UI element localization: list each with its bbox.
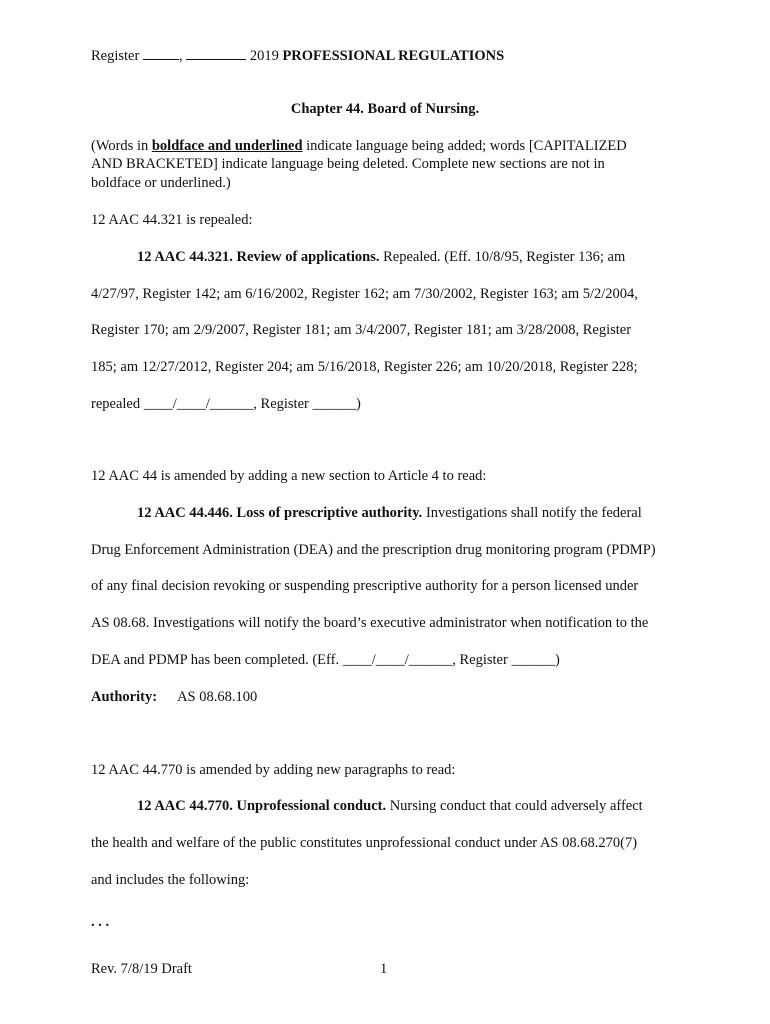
section3-line1-rest: Nursing conduct that could adversely affect bbox=[386, 798, 643, 814]
section2-heading: 12 AAC 44.446. Loss of prescriptive authority. bbox=[137, 505, 423, 521]
register-label: Register bbox=[91, 48, 140, 64]
register-date-blank bbox=[186, 47, 246, 60]
section2-line-4: AS 08.68. Investigations will notify the board’s executive administrator when notification to the bbox=[91, 615, 649, 631]
legend-open: (Words in bbox=[91, 138, 152, 154]
header-comma: , bbox=[178, 48, 183, 64]
section1-line-1 bbox=[137, 248, 625, 266]
authority-line bbox=[91, 688, 257, 706]
section1-line1-rest: Repealed. (Eff. 10/8/95, Register 136; am bbox=[379, 249, 626, 265]
footer-revision: Rev. 7/8/19 Draft bbox=[91, 961, 192, 977]
footer-page-number: 1 bbox=[380, 961, 388, 977]
section1-line-4: 185; am 12/27/2012, Register 204; am 5/16/2018, Register 226; am 10/20/2018, Register 228; bbox=[91, 359, 638, 375]
legend-line-2: AND BRACKETED] indicate language being deleted. Complete new sections are not in bbox=[91, 156, 605, 172]
section2-intro: 12 AAC 44 is amended by adding a new section to Article 4 to read: bbox=[91, 468, 487, 484]
legend-bold-underlined: boldface and underlined bbox=[151, 138, 303, 154]
section2-line-2: Drug Enforcement Administration (DEA) and the prescription drug monitoring program (PDMP) bbox=[91, 542, 656, 558]
section2-line-3: of any final decision revoking or suspending prescriptive authority for a person licensed under bbox=[91, 578, 639, 594]
header-year: 2019 bbox=[249, 48, 279, 64]
legend-line-1 bbox=[91, 137, 627, 155]
section2-line-1 bbox=[137, 504, 642, 522]
section3-heading: 12 AAC 44.770. Unprofessional conduct. bbox=[137, 798, 387, 814]
section3-line-1 bbox=[137, 797, 643, 815]
section1-intro: 12 AAC 44.321 is repealed: bbox=[91, 212, 253, 228]
section3-line-2: the health and welfare of the public constitutes unprofessional conduct under AS 08.68.270(7) bbox=[91, 835, 638, 851]
section1-line-2: 4/27/97, Register 142; am 6/16/2002, Register 162; am 7/30/2002, Register 163; am 5/2/2004, bbox=[91, 286, 638, 302]
header-section-title: PROFESSIONAL REGULATIONS bbox=[282, 48, 505, 64]
section1-heading: 12 AAC 44.321. Review of applications. bbox=[137, 249, 380, 265]
chapter-title: Chapter 44. Board of Nursing. bbox=[290, 101, 480, 117]
section2-line1-rest: Investigations shall notify the federal bbox=[422, 505, 642, 521]
section1-line-5: repealed ____/____/______, Register ______) bbox=[91, 396, 361, 412]
section3-line-3: and includes the following: bbox=[91, 872, 250, 888]
page-header bbox=[91, 47, 504, 65]
section3-intro: 12 AAC 44.770 is amended by adding new paragraphs to read: bbox=[91, 762, 456, 778]
ellipsis: . . . bbox=[91, 914, 110, 930]
authority-value: AS 08.68.100 bbox=[177, 689, 258, 705]
section2-line-5: DEA and PDMP has been completed. (Eff. ____/____/______, Register ______) bbox=[91, 652, 560, 668]
section1-line-3: Register 170; am 2/9/2007, Register 181; am 3/4/2007, Register 181; am 3/28/2008, Register bbox=[91, 322, 632, 338]
legend-rest-line1: indicate language being added; words [CAPITALIZED bbox=[302, 138, 627, 154]
authority-label: Authority: bbox=[91, 689, 158, 705]
register-number-blank bbox=[143, 47, 179, 60]
legend-line-3: boldface or underlined.) bbox=[91, 175, 231, 191]
